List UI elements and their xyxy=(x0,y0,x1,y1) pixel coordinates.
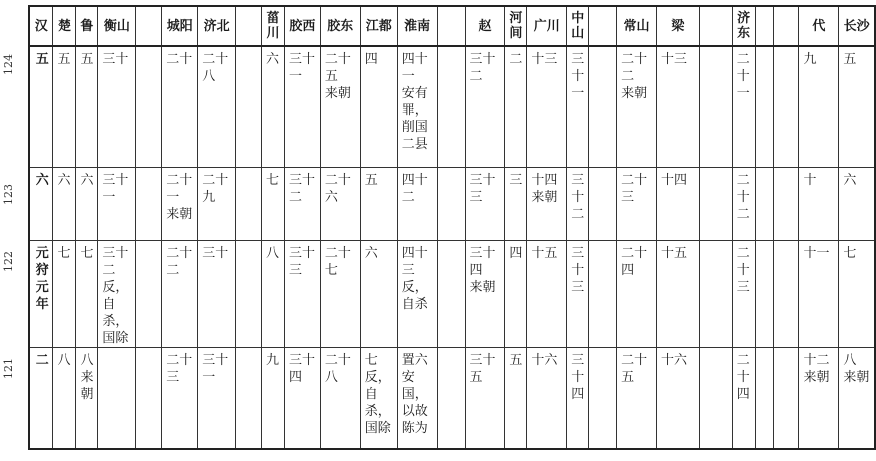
table-cell: 三十 四 xyxy=(284,348,320,450)
table-cell: 七 反， 自杀， 国除 xyxy=(360,348,397,450)
table-cell xyxy=(437,241,465,348)
column-header xyxy=(699,6,732,46)
table-cell: 六 xyxy=(53,168,76,241)
table-cell: 二 xyxy=(505,46,527,168)
table-cell xyxy=(699,46,732,168)
table-cell xyxy=(589,348,617,450)
year-label: 123 xyxy=(2,184,15,206)
column-header xyxy=(236,6,262,46)
table-cell: 六 xyxy=(261,46,284,168)
column-header: 江都 xyxy=(360,6,397,46)
table-cell: 五 xyxy=(360,168,397,241)
year-label: 122 xyxy=(2,251,15,273)
table-cell xyxy=(773,348,799,450)
table-cell: 八 xyxy=(261,241,284,348)
column-header: 济东 xyxy=(732,6,755,46)
table-cell: 二十 四 xyxy=(617,241,657,348)
column-header: 汉 xyxy=(29,6,53,46)
column-header: 长沙 xyxy=(839,6,875,46)
table-cell xyxy=(773,241,799,348)
table-cell xyxy=(755,348,773,450)
table-cell: 二十 三 xyxy=(162,348,198,450)
table-cell xyxy=(136,46,162,168)
table-cell xyxy=(755,46,773,168)
table-cell: 二十 二 xyxy=(162,241,198,348)
column-header xyxy=(589,6,617,46)
table-cell: 二十 八 xyxy=(320,348,360,450)
table-cell: 三十 五 xyxy=(465,348,505,450)
table-row xyxy=(29,46,875,168)
table-cell: 三 十 四 xyxy=(567,348,589,450)
column-header: 常山 xyxy=(617,6,657,46)
table-cell: 二 十 四 xyxy=(732,348,755,450)
header-row xyxy=(29,6,875,46)
column-header: 中山 xyxy=(567,6,589,46)
table-cell xyxy=(437,168,465,241)
table-cell: 五 xyxy=(76,46,98,168)
column-header: 楚 xyxy=(53,6,76,46)
table-cell: 置六 安国， 以故 陈为 xyxy=(397,348,437,450)
year-label: 124 xyxy=(2,54,15,76)
table-row xyxy=(29,241,875,348)
table-cell: 八 来朝 xyxy=(839,348,875,450)
table-cell: 十五 xyxy=(656,241,699,348)
table-cell: 十六 xyxy=(527,348,567,450)
table-cell: 七 xyxy=(261,168,284,241)
table-cell xyxy=(437,46,465,168)
table-cell: 四 xyxy=(360,46,397,168)
table-cell xyxy=(589,241,617,348)
table-cell: 三十 二 xyxy=(465,46,505,168)
table-cell: 五 xyxy=(505,348,527,450)
table-cell: 三十 二 反， 自杀， 国除 xyxy=(98,241,136,348)
han-year-cell: 元 狩 元 年 xyxy=(29,241,53,348)
table-cell: 二 十 一 xyxy=(732,46,755,168)
table-cell xyxy=(236,46,262,168)
chronological-table xyxy=(28,5,876,450)
column-header: 淮南 xyxy=(397,6,437,46)
table-cell: 三十 一 xyxy=(198,348,236,450)
table-cell xyxy=(699,168,732,241)
han-year-cell: 二 xyxy=(29,348,53,450)
table-cell: 十五 xyxy=(527,241,567,348)
table-cell: 三十 四 来朝 xyxy=(465,241,505,348)
table-cell xyxy=(589,46,617,168)
table-cell: 五 xyxy=(53,46,76,168)
table-cell: 四十 三 反， 自杀 xyxy=(397,241,437,348)
table-cell: 三十 xyxy=(198,241,236,348)
table-cell: 七 xyxy=(839,241,875,348)
table-cell xyxy=(755,241,773,348)
table-cell: 三十 xyxy=(98,46,136,168)
column-header: 赵 xyxy=(465,6,505,46)
table-cell: 二十 xyxy=(162,46,198,168)
table-cell: 二十 一 来朝 xyxy=(162,168,198,241)
table-cell: 五 xyxy=(839,46,875,168)
han-year-cell: 五 xyxy=(29,46,53,168)
table-cell xyxy=(236,348,262,450)
table-cell: 四十 一 安有 罪， 削国 二县 xyxy=(397,46,437,168)
table-cell: 二十 三 xyxy=(617,168,657,241)
table-cell: 三 十 三 xyxy=(567,241,589,348)
table-cell xyxy=(98,348,136,450)
table-cell: 四 xyxy=(505,241,527,348)
table-cell: 二 十 二 xyxy=(732,168,755,241)
column-header: 济北 xyxy=(198,6,236,46)
table-cell: 九 xyxy=(799,46,839,168)
column-header xyxy=(755,6,773,46)
table-cell: 二十 六 xyxy=(320,168,360,241)
table-cell: 二十 五 来朝 xyxy=(320,46,360,168)
table-cell xyxy=(773,168,799,241)
table-cell xyxy=(755,168,773,241)
table-cell xyxy=(136,348,162,450)
han-year-cell: 六 xyxy=(29,168,53,241)
table-cell xyxy=(136,168,162,241)
table-cell: 三十 一 xyxy=(98,168,136,241)
column-header: 城阳 xyxy=(162,6,198,46)
table-cell: 十二 来朝 xyxy=(799,348,839,450)
table-cell xyxy=(236,168,262,241)
table-cell xyxy=(699,241,732,348)
table-cell: 三十 三 xyxy=(465,168,505,241)
column-header: 梁 xyxy=(656,6,699,46)
table-cell: 六 xyxy=(76,168,98,241)
table-cell: 十四 来朝 xyxy=(527,168,567,241)
table-cell xyxy=(136,241,162,348)
table-cell: 二十 七 xyxy=(320,241,360,348)
year-margin xyxy=(0,0,28,461)
table-cell: 十三 xyxy=(656,46,699,168)
column-header: 胶西 xyxy=(284,6,320,46)
column-header xyxy=(773,6,799,46)
column-header xyxy=(136,6,162,46)
column-header: 代 xyxy=(799,6,839,46)
table-cell: 六 xyxy=(360,241,397,348)
table-cell: 七 xyxy=(76,241,98,348)
column-header: 菑川 xyxy=(261,6,284,46)
table-cell xyxy=(589,168,617,241)
table-cell: 四十 二 xyxy=(397,168,437,241)
table-cell: 七 xyxy=(53,241,76,348)
table-cell: 十 xyxy=(799,168,839,241)
table-row xyxy=(29,348,875,450)
table-cell: 十六 xyxy=(656,348,699,450)
column-header: 广川 xyxy=(527,6,567,46)
table-cell: 二 十 三 xyxy=(732,241,755,348)
table-cell: 六 xyxy=(839,168,875,241)
year-label: 121 xyxy=(2,358,15,380)
column-header: 河间 xyxy=(505,6,527,46)
column-header: 衡山 xyxy=(98,6,136,46)
table-cell: 二十 九 xyxy=(198,168,236,241)
table-cell: 二十 五 xyxy=(617,348,657,450)
column-header: 鲁 xyxy=(76,6,98,46)
column-header: 胶东 xyxy=(320,6,360,46)
table-cell: 十四 xyxy=(656,168,699,241)
column-header xyxy=(437,6,465,46)
table-cell: 二十 二 来朝 xyxy=(617,46,657,168)
table-row xyxy=(29,168,875,241)
table-cell xyxy=(773,46,799,168)
table-cell xyxy=(699,348,732,450)
table-cell: 三十 三 xyxy=(284,241,320,348)
table-cell: 八 xyxy=(53,348,76,450)
table-cell: 八 来 朝 xyxy=(76,348,98,450)
table-cell: 十三 xyxy=(527,46,567,168)
table-cell: 三 十 一 xyxy=(567,46,589,168)
table-cell: 三 xyxy=(505,168,527,241)
table-cell: 三 十 二 xyxy=(567,168,589,241)
table-cell xyxy=(236,241,262,348)
table-cell: 九 xyxy=(261,348,284,450)
table-cell xyxy=(437,348,465,450)
table-cell: 三十 一 xyxy=(284,46,320,168)
table-cell: 二十 八 xyxy=(198,46,236,168)
table-cell: 十一 xyxy=(799,241,839,348)
table-cell: 三十 二 xyxy=(284,168,320,241)
